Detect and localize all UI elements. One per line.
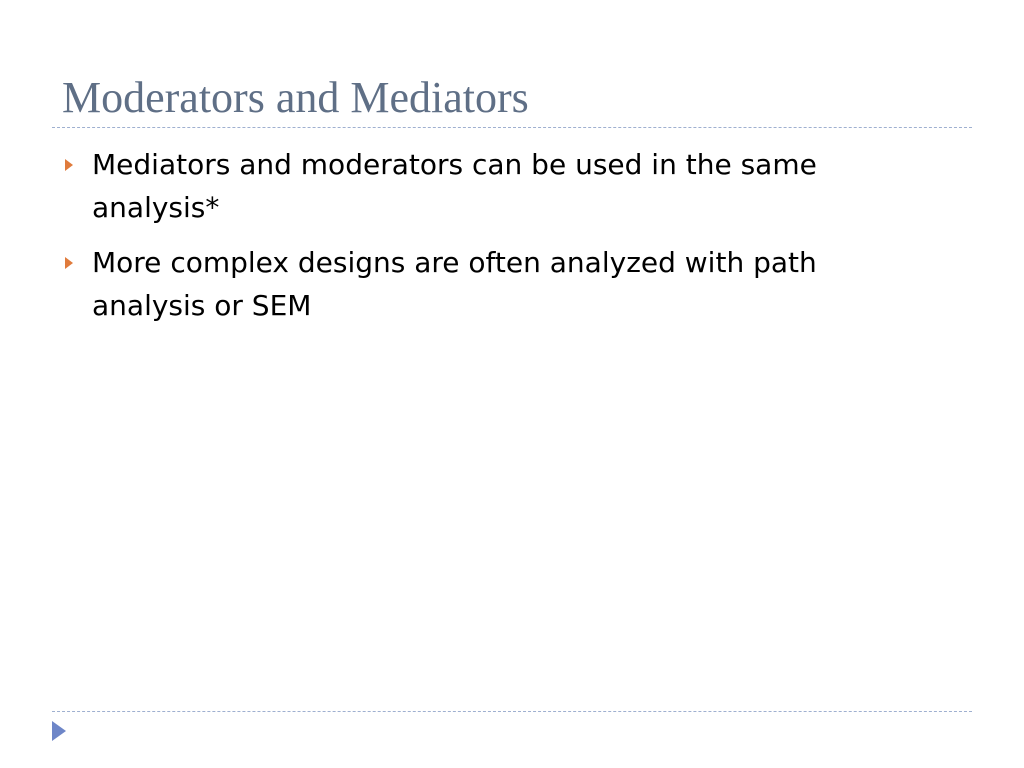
bullet-text: More complex designs are often analyzed with path analysis or SEM [92, 246, 817, 322]
footer-divider [52, 711, 972, 712]
triangle-right-icon [65, 159, 73, 171]
bullet-item [62, 241, 962, 327]
slide-title: Moderators and Mediators [62, 73, 529, 122]
bullet-text: Mediators and moderators can be used in the same analysis* [92, 148, 817, 224]
title-divider [52, 127, 972, 128]
bullet-item [62, 143, 962, 229]
triangle-right-icon [65, 257, 73, 269]
bullet-list [62, 143, 962, 339]
play-triangle-icon[interactable] [52, 721, 66, 741]
